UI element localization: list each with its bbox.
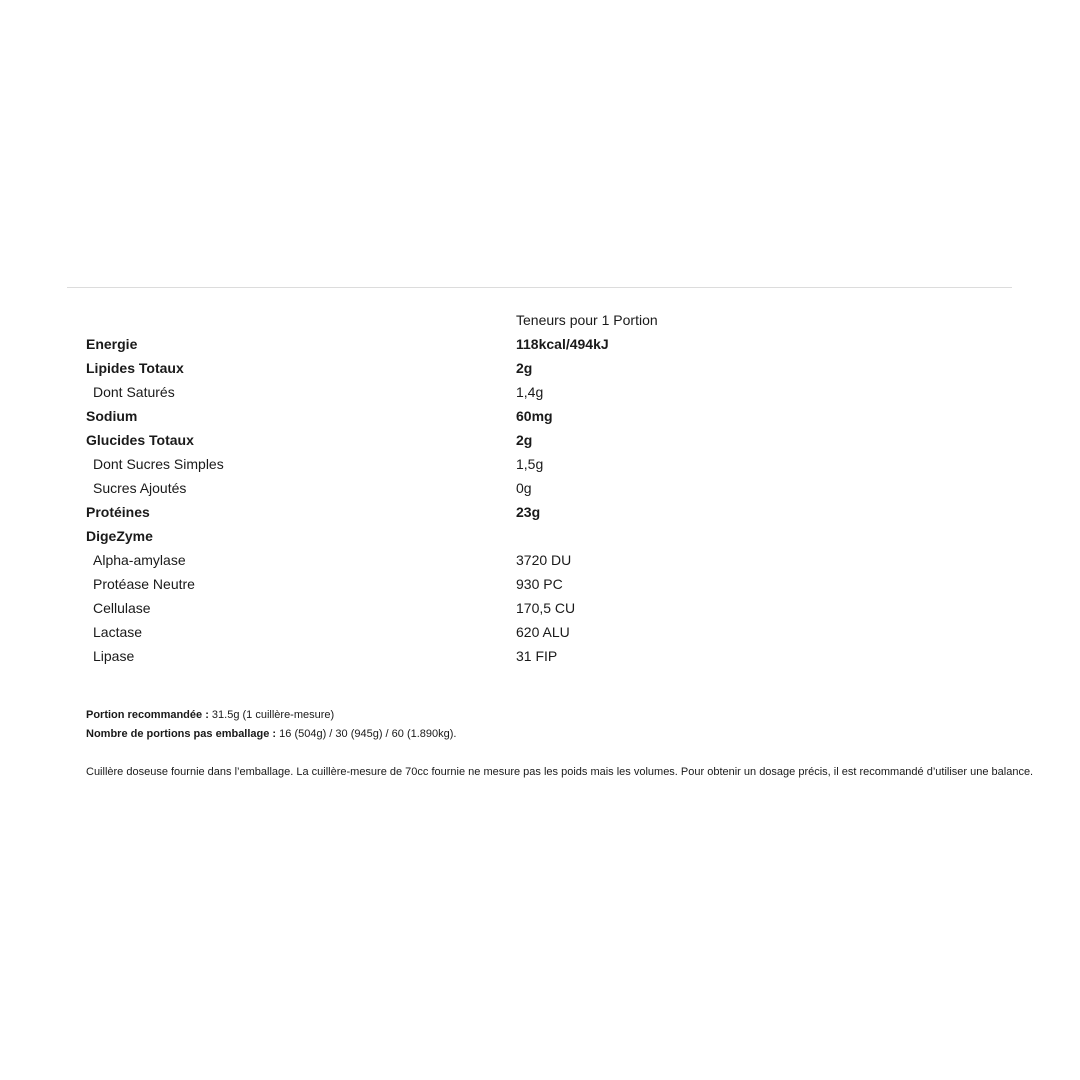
nutrient-label: Alpha-amylase xyxy=(93,552,186,568)
nutrient-value: 0g xyxy=(516,480,532,496)
nutrition-row xyxy=(86,500,1006,524)
nutrient-label: Lipides Totaux xyxy=(86,360,184,376)
nutrient-value: 2g xyxy=(516,360,533,376)
nutrient-value: 620 ALU xyxy=(516,624,570,640)
nutrient-value: 930 PC xyxy=(516,576,563,592)
servings-count-label: Nombre de portions pas emballage : xyxy=(86,728,277,740)
nutrient-value: 1,5g xyxy=(516,456,544,472)
nutrition-row xyxy=(86,356,1006,380)
nutrition-row xyxy=(86,380,1006,404)
nutrient-value: 3720 DU xyxy=(516,552,572,568)
nutrition-row xyxy=(86,524,1006,548)
nutrition-row xyxy=(86,404,1006,428)
servings-count-note xyxy=(86,725,1016,744)
nutrient-label: Protéines xyxy=(86,504,150,520)
nutrient-label: DigeZyme xyxy=(86,528,153,544)
nutrient-label: Lactase xyxy=(93,624,143,640)
nutrient-label: Lipase xyxy=(93,648,135,664)
nutrition-header-row xyxy=(86,308,1006,332)
nutrient-label: Energie xyxy=(86,336,138,352)
nutrient-value: 170,5 CU xyxy=(516,600,576,616)
scoop-disclaimer: Cuillère doseuse fournie dans l’emballage. La cuillère-mesure de 70cc fournie ne mesure pas les poids mais les volumes. Pour obtenir un dosage précis, il est recommandé d’utiliser une balance. xyxy=(86,766,1034,778)
footnotes xyxy=(86,706,1034,782)
nutrient-value: 2g xyxy=(516,432,533,448)
nutrient-value: 60mg xyxy=(516,408,553,424)
nutrition-rows xyxy=(86,332,1006,668)
portion-label: Portion recommandée : xyxy=(86,709,209,721)
nutrient-label: Protéase Neutre xyxy=(93,576,195,592)
nutrition-row xyxy=(86,332,1006,356)
nutrition-row xyxy=(86,548,1006,572)
nutrition-row xyxy=(86,596,1006,620)
nutrient-value: 31 FIP xyxy=(516,648,558,664)
nutrition-row xyxy=(86,452,1006,476)
nutrient-value: 23g xyxy=(516,504,541,520)
nutrient-label: Cellulase xyxy=(93,600,151,616)
nutrient-value: 118kcal/494kJ xyxy=(516,336,609,352)
nutrition-row xyxy=(86,644,1006,668)
section-divider xyxy=(67,287,1012,288)
nutrition-row xyxy=(86,620,1006,644)
nutrient-value: 1,4g xyxy=(516,384,544,400)
nutrient-label: Sucres Ajoutés xyxy=(93,480,187,496)
nutrient-label: Dont Saturés xyxy=(93,384,175,400)
nutrition-table xyxy=(86,308,1006,668)
nutrition-row xyxy=(86,476,1006,500)
nutrient-label: Dont Sucres Simples xyxy=(93,456,224,472)
nutrition-row xyxy=(86,572,1006,596)
nutrition-header: Teneurs pour 1 Portion xyxy=(516,312,658,328)
portion-note xyxy=(86,706,1016,725)
servings-count-value: 16 (504g) / 30 (945g) / 60 (1.890kg). xyxy=(276,728,457,740)
nutrient-label: Glucides Totaux xyxy=(86,432,194,448)
portion-value: 31.5g (1 cuillère-mesure) xyxy=(208,709,335,721)
nutrient-label: Sodium xyxy=(86,408,138,424)
nutrition-row xyxy=(86,428,1006,452)
